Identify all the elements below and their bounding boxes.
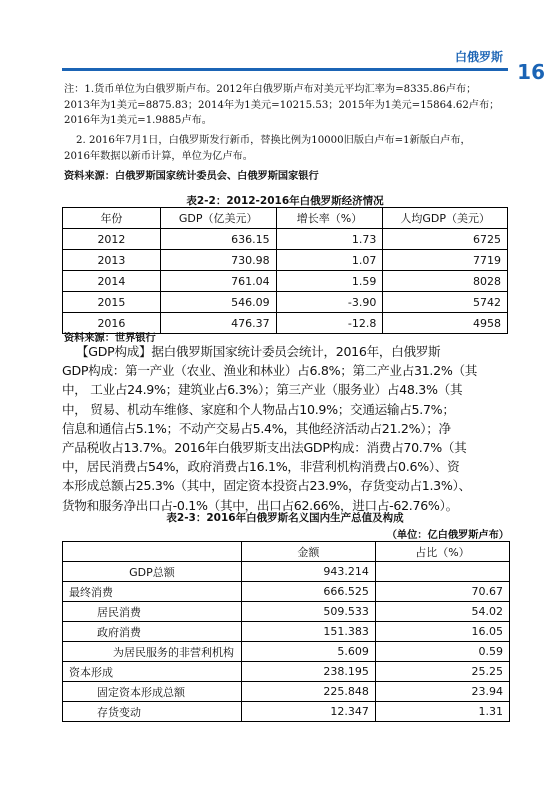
paragraph-line: 中， 工业占24.9%；建筑业占6.3%）；第三产业（服务业）占48.3%（其	[62, 382, 463, 398]
gdp-composition-paragraph	[62, 342, 510, 515]
note-line: 2013年为1美元=8875.83；2014年为1美元=10215.53；2015年为1美元=15864.62卢布；	[64, 99, 500, 111]
table-cell: 1.73	[276, 229, 383, 250]
table-row	[63, 622, 510, 642]
paragraph-line: 产品税收占13.7%。2016年白俄罗斯支出法GDP构成：消费占70.7%（其	[62, 440, 467, 456]
paragraph-line: 中， 贸易、机动车维修、家庭和个人物品占10.9%；交通运输占5.7%；	[62, 401, 455, 417]
paragraph-line: 本形成总额占25.3%（其中，固定资本投资占23.9%，存货变动占1.3%）、	[62, 478, 471, 494]
paragraph-line: 货物和服务净出口占-0.1%（其中，出口占62.66%，进口占-62.76%）。	[62, 497, 458, 513]
table-cell: 2016	[63, 313, 161, 334]
share-cell: 25.25	[375, 662, 509, 682]
note-line: 注：1.货币单位为白俄罗斯卢布。2012年白俄罗斯卢布对美元平均汇率为=8335.86卢布；	[64, 84, 477, 95]
amount-cell: 943.214	[241, 562, 375, 582]
table-row	[63, 292, 508, 313]
share-cell: 16.05	[375, 622, 509, 642]
share-cell: 1.31	[375, 702, 509, 722]
note-line: 2. 2016年7月1日，白俄罗斯发行新币，替换比例为10000旧版白卢布=1新版白卢布，	[76, 135, 471, 147]
table-cell: 7719	[383, 250, 508, 271]
notes-block	[64, 82, 509, 184]
table-row	[63, 662, 510, 682]
table-cell: 2012	[63, 229, 161, 250]
unit-note: （单位：亿白俄罗斯卢布）	[386, 529, 509, 541]
table-cell: 4958	[383, 313, 508, 334]
row-label: 最终消费	[63, 582, 242, 602]
row-label: 政府消费	[63, 622, 242, 642]
paragraph-line: 中，居民消费占54%，政府消费占16.1%，非营利机构消费占0.6%）、资	[62, 459, 460, 475]
column-header: 人均GDP（美元）	[383, 208, 508, 229]
share-cell: 70.67	[375, 582, 509, 602]
table-cell: 1.59	[276, 271, 383, 292]
table-cell: 546.09	[160, 292, 276, 313]
table-caption: 表2-2：2012-2016年白俄罗斯经济情况	[186, 195, 384, 207]
table-cell: 5742	[383, 292, 508, 313]
share-cell: 0.59	[375, 642, 509, 662]
row-label: 为居民服务的非营利机构	[63, 642, 242, 662]
header-rule	[62, 68, 508, 71]
table-cell: 636.15	[160, 229, 276, 250]
table-cell: -3.90	[276, 292, 383, 313]
row-label: GDP总额	[63, 562, 242, 582]
amount-cell: 151.383	[241, 622, 375, 642]
table-caption: 表2-3：2016年白俄罗斯名义国内生产总值及构成	[166, 512, 404, 524]
source-line: 资料来源：白俄罗斯国家统计委员会、白俄罗斯国家银行	[64, 169, 319, 182]
table-row	[63, 250, 508, 271]
table-row	[63, 642, 510, 662]
row-label: 存货变动	[63, 702, 242, 722]
economy-table	[62, 207, 508, 334]
table-cell: 2015	[63, 292, 161, 313]
note-line: 2016年数据以新币计算，单位为亿卢布。	[64, 150, 253, 162]
paragraph-line: 信息和通信占5.1%；不动产交易占5.4%，其他经济活动占21.2%）；净	[62, 420, 451, 436]
table-row	[63, 702, 510, 722]
column-header: 金额	[241, 542, 375, 562]
amount-cell: 225.848	[241, 682, 375, 702]
table-cell: 761.04	[160, 271, 276, 292]
table-cell: -12.8	[276, 313, 383, 334]
table-cell: 730.98	[160, 250, 276, 271]
share-cell	[375, 562, 509, 582]
amount-cell: 238.195	[241, 662, 375, 682]
table-row	[63, 582, 510, 602]
table-header-row	[63, 542, 510, 562]
column-header	[63, 542, 242, 562]
column-header: GDP（亿美元）	[160, 208, 276, 229]
column-header: 年份	[63, 208, 161, 229]
table-row	[63, 562, 510, 582]
row-label: 居民消费	[63, 602, 242, 622]
paragraph-line: 【GDP构成】据白俄罗斯国家统计委员会统计，2016年，白俄罗斯	[76, 344, 441, 359]
amount-cell: 5.609	[241, 642, 375, 662]
table-source: 资料来源：世界银行	[64, 332, 156, 344]
running-header-title: 白俄罗斯	[454, 50, 503, 64]
row-label: 固定资本形成总额	[63, 682, 242, 702]
column-header: 占比（%）	[375, 542, 509, 562]
column-header: 增长率（%）	[276, 208, 383, 229]
share-cell: 23.94	[375, 682, 509, 702]
amount-cell: 509.533	[241, 602, 375, 622]
table-cell: 8028	[383, 271, 508, 292]
share-cell: 54.02	[375, 602, 509, 622]
paragraph-line: GDP构成：第一产业（农业、渔业和林业）占6.8%；第二产业占31.2%（其	[62, 363, 478, 379]
amount-cell: 12.347	[241, 702, 375, 722]
amount-cell: 666.525	[241, 582, 375, 602]
table-cell: 2014	[63, 271, 161, 292]
table-header-row	[63, 208, 508, 229]
table-cell: 476.37	[160, 313, 276, 334]
note-line: 2016年为1美元=1.9885卢布。	[64, 115, 212, 127]
table-row	[63, 229, 508, 250]
row-label: 资本形成	[63, 662, 242, 682]
table-row	[63, 682, 510, 702]
table-cell: 2013	[63, 250, 161, 271]
table-cell: 1.07	[276, 250, 383, 271]
table-row	[63, 271, 508, 292]
table-row	[63, 602, 510, 622]
page-number: 16	[517, 60, 545, 84]
table-cell: 6725	[383, 229, 508, 250]
gdp-composition-table	[62, 541, 510, 722]
